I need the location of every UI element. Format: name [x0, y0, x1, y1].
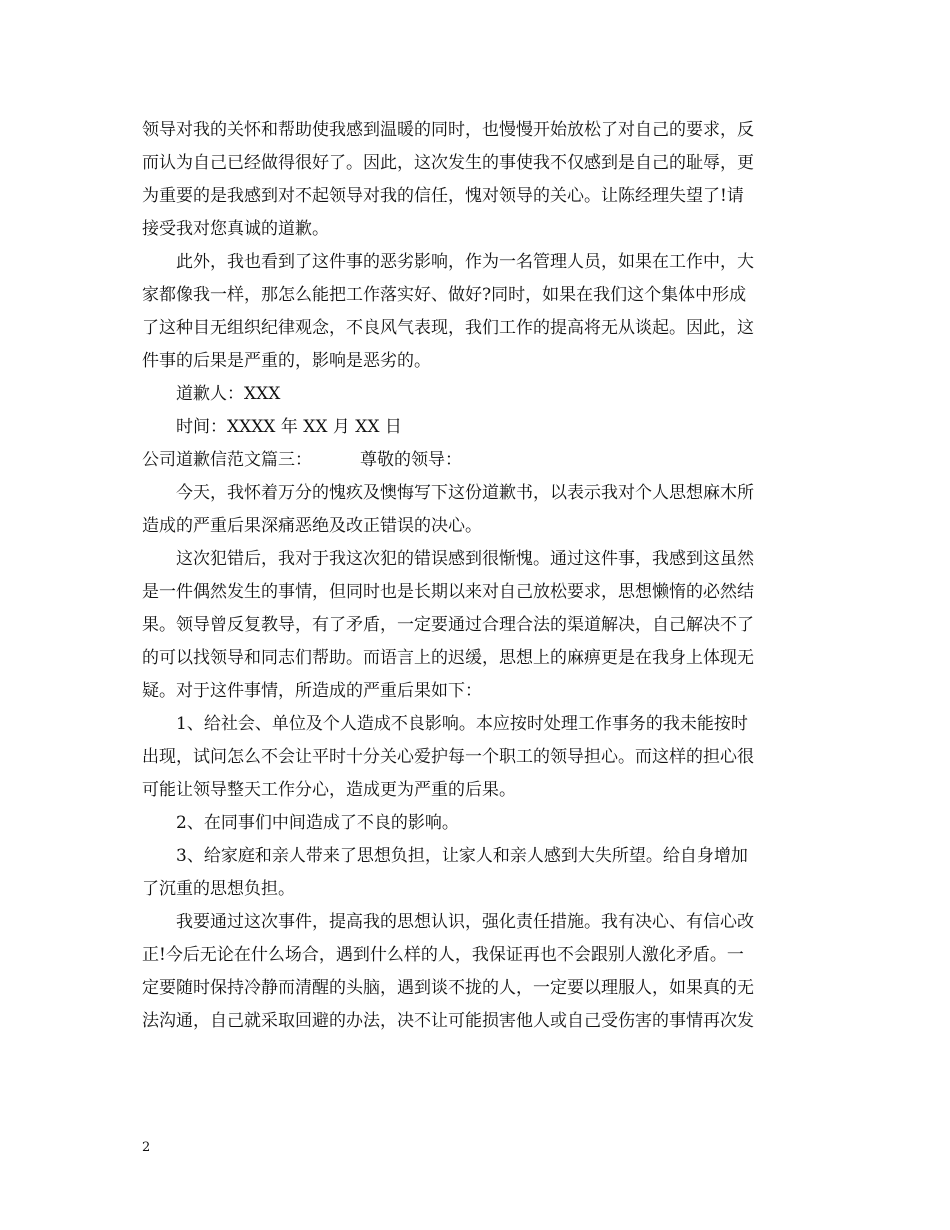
text-line — [142, 312, 812, 345]
text-line-content: 3、给家庭和亲人带来了思想负担，让家人和亲人感到大失所望。给自身增加 — [176, 846, 748, 866]
text-line-content: 造成的严重后果深痛恶绝及改正错误的决心。 — [142, 516, 482, 536]
text-line — [142, 708, 812, 741]
text-line — [142, 114, 812, 147]
text-line-content: 的可以找领导和同志们帮助。而语言上的迟缓，思想上的麻痹更是在我身上体现无 — [142, 648, 754, 668]
text-line — [142, 279, 812, 312]
text-line — [142, 477, 812, 510]
text-line-content: 可能让领导整天工作分心，造成更为严重的后果。 — [142, 780, 516, 800]
text-line-content: 这次犯错后，我对于我这次犯的错误感到很惭愧。通过这件事，我感到这虽然 — [176, 549, 754, 569]
text-line-content: 领导对我的关怀和帮助使我感到温暖的同时，也慢慢开始放松了对自己的要求，反 — [142, 120, 754, 140]
text-line-content: 正!今后无论在什么场合，遇到什么样的人，我保证再也不会跟别人激化矛盾。一 — [142, 945, 744, 965]
text-line — [142, 774, 812, 807]
text-line — [142, 939, 812, 972]
text-line-content: 时间：XXXX 年 XX 月 XX 日 — [176, 417, 402, 437]
text-line-content: 出现，试问怎么不会让平时十分关心爱护每一个职工的领导担心。而这样的担心很 — [142, 747, 754, 767]
text-line-content: 件事的后果是严重的，影响是恶劣的。 — [142, 351, 431, 371]
text-line — [142, 378, 812, 411]
text-line-content: 是一件偶然发生的事情，但同时也是长期以来对自己放松要求，思想懒惰的必然结 — [142, 582, 754, 602]
text-line-content: 今天，我怀着万分的愧疚及懊悔写下这份道歉书，以表示我对个人思想麻木所 — [176, 483, 754, 503]
text-line-content: 公司道歉信范文篇三： — [142, 450, 312, 470]
text-line — [142, 1005, 812, 1038]
text-line-content: 此外，我也看到了这件事的恶劣影响，作为一名管理人员，如果在工作中，大 — [176, 252, 754, 272]
text-line-content: 道歉人：XXX — [176, 384, 281, 404]
text-line — [142, 609, 812, 642]
text-line-content: 定要随时保持冷静而清醒的头脑，遇到谈不拢的人，一定要以理服人，如果真的无 — [142, 978, 754, 998]
text-line-content: 1、给社会、单位及个人造成不良影响。本应按时处理工作事务的我未能按时 — [176, 714, 748, 734]
text-line-content: 法沟通，自己就采取回避的办法，决不让可能损害他人或自己受伤害的事情再次发 — [142, 1011, 754, 1031]
text-line-content: 疑。对于这件事情，所造成的严重后果如下： — [142, 681, 482, 701]
text-line — [142, 444, 812, 477]
text-line — [142, 807, 812, 840]
text-line-content: 2、在同事们中间造成了不良的影响。 — [176, 813, 459, 833]
salutation: 尊敬的领导： — [360, 450, 462, 470]
text-line — [142, 180, 812, 213]
text-line — [142, 576, 812, 609]
text-line — [142, 510, 812, 543]
text-line — [142, 906, 812, 939]
text-line — [142, 213, 812, 246]
text-line-content: 而认为自己已经做得很好了。因此，这次发生的事使我不仅感到是自己的耻辱，更 — [142, 153, 754, 173]
text-line-content: 果。领导曾反复教导，有了矛盾，一定要通过合理合法的渠道解决，自己解决不了 — [142, 615, 754, 635]
text-line-content: 了沉重的思想负担。 — [142, 879, 295, 899]
text-line-content: 为重要的是我感到对不起领导对我的信任，愧对领导的关心。让陈经理失望了!请 — [142, 186, 744, 206]
text-line — [142, 345, 812, 378]
text-line — [142, 147, 812, 180]
document-body — [142, 114, 812, 1038]
text-line-content: 我要通过这次事件，提高我的思想认识，强化责任措施。我有决心、有信心改 — [176, 912, 754, 932]
text-line — [142, 873, 812, 906]
text-line-content: 接受我对您真诚的道歉。 — [142, 219, 329, 239]
text-line-content: 了这种目无组织纪律观念，不良风气表现，我们工作的提高将无从谈起。因此，这 — [142, 318, 754, 338]
text-line — [142, 741, 812, 774]
text-line — [142, 411, 812, 444]
text-line — [142, 246, 812, 279]
page-number: 2 — [142, 1140, 151, 1155]
text-line — [142, 642, 812, 675]
text-line — [142, 972, 812, 1005]
text-line — [142, 840, 812, 873]
text-line — [142, 543, 812, 576]
text-line-content: 家都像我一样，那怎么能把工作落实好、做好?同时，如果在我们这个集体中形成 — [142, 285, 747, 305]
text-line — [142, 675, 812, 708]
